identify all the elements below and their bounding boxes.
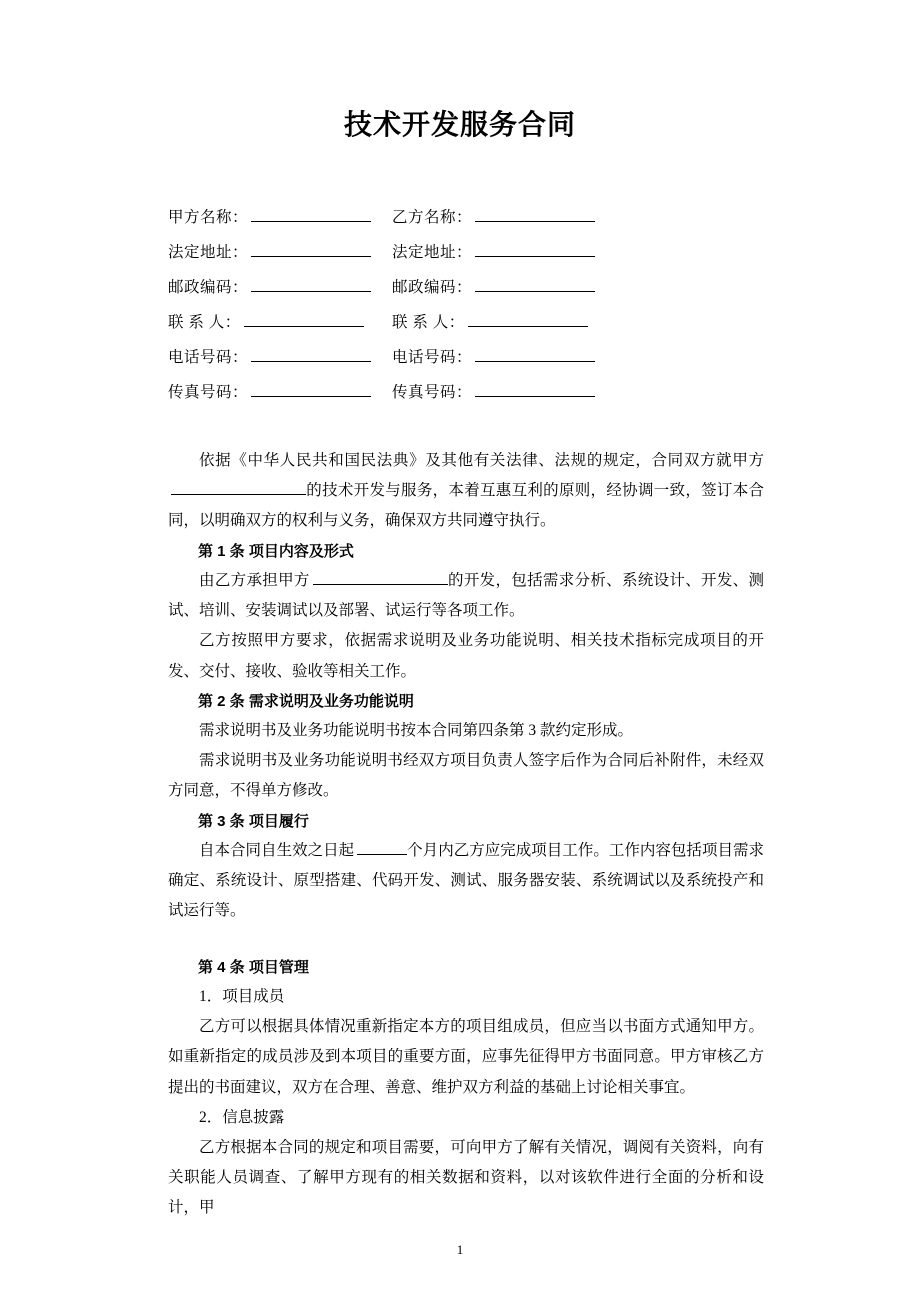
- article-4-item-2-label: 2．信息披露: [199, 1108, 285, 1126]
- article-1-p1-part2: 的开发，包括需求分析、系统设计、开发、测试、培训、安装调试以及部署、试运行等各项工作。: [168, 571, 764, 620]
- party-value-blank[interactable]: [475, 256, 595, 257]
- party-label: 邮政编码：: [392, 279, 473, 296]
- party-value-blank[interactable]: [468, 326, 588, 327]
- party-value-blank[interactable]: [475, 361, 595, 362]
- article-1-paragraph-1: [168, 566, 764, 626]
- article-1-p1-part1: 由乙方承担甲方: [199, 571, 310, 589]
- party-value-blank[interactable]: [251, 221, 371, 222]
- party-cell-left: [168, 380, 392, 402]
- party-value-blank[interactable]: [251, 256, 371, 257]
- party-row: [168, 345, 920, 367]
- contract-body: [0, 446, 920, 1224]
- party-row: [168, 205, 920, 227]
- party-cell-right: [392, 240, 595, 262]
- article-3-heading: 第 3 条 项目履行: [198, 812, 309, 830]
- party-label: 甲方名称：: [168, 209, 249, 226]
- party-value-blank[interactable]: [251, 396, 371, 397]
- article-3-p1-part2: 个月内乙方应完成项目工作。工作内容包括项目需求确定、系统设计、原型搭建、代码开发、测试、服务器安装、系统调试以及系统投产和试运行等。: [168, 841, 764, 920]
- party-information-block: [0, 205, 920, 402]
- party-row: [168, 380, 920, 402]
- party-cell-right: [392, 310, 588, 332]
- party-label: 传真号码：: [168, 384, 249, 401]
- party-value-blank[interactable]: [251, 291, 371, 292]
- party-cell-right: [392, 380, 595, 402]
- party-row: [168, 310, 920, 332]
- article-4-heading: 第 4 条 项目管理: [198, 958, 309, 976]
- article-2-paragraph-1: 需求说明书及业务功能说明书按本合同第四条第 3 款约定形成。: [199, 722, 634, 740]
- party-row: [168, 275, 920, 297]
- article-4-item-1-label: 1．项目成员: [199, 987, 285, 1005]
- article-2-paragraph-2: 需求说明书及业务功能说明书经双方项目负责人签字后作为合同后补附件，未经双方同意，不得单方修改。: [168, 752, 764, 800]
- party-cell-left: [168, 345, 392, 367]
- party-label: 电话号码：: [392, 349, 473, 366]
- party-label: 传真号码：: [392, 384, 473, 401]
- party-label: 法定地址：: [392, 244, 473, 261]
- page-number: 1: [456, 1242, 464, 1257]
- party-label: 电话号码：: [168, 349, 249, 366]
- party-label: 法定地址：: [168, 244, 249, 261]
- article-1-blank[interactable]: [313, 584, 448, 585]
- preamble-paragraph: [168, 446, 764, 537]
- preamble-text-part1: 依据《中华人民共和国民法典》及其他有关法律、法规的规定，合同双方就甲方: [199, 452, 764, 469]
- party-row: [168, 240, 920, 262]
- party-cell-right: [392, 205, 595, 227]
- preamble-blank[interactable]: [171, 494, 306, 495]
- section-spacer: [168, 927, 764, 953]
- article-4-item-1-text: 乙方可以根据具体情况重新指定本方的项目组成员，但应当以书面方式通知甲方。如重新指定的成员涉及到本项目的重要方面，应事先征得甲方书面同意。甲方审核乙方提出的书面建议，双方在合理、善意、维护双方利益的基础上讨论相关事宜。: [168, 1018, 764, 1096]
- party-label: 联 系 人：: [392, 314, 465, 331]
- party-cell-left: [168, 240, 392, 262]
- article-2-heading: 第 2 条 需求说明及业务功能说明: [198, 692, 414, 710]
- page-title: 技术开发服务合同: [343, 109, 576, 140]
- party-label: 乙方名称：: [392, 209, 473, 226]
- party-value-blank[interactable]: [475, 221, 595, 222]
- article-1-heading: 第 1 条 项目内容及形式: [198, 542, 354, 560]
- article-4-item-2-text: 乙方根据本合同的规定和项目需要，可向甲方了解有关情况，调阅有关资料，向有关职能人员调查、了解甲方现有的相关数据和资料，以对该软件进行全面的分析和设计，甲: [168, 1138, 764, 1217]
- party-label: 联 系 人：: [168, 314, 241, 331]
- article-3-p1-part1: 自本合同自生效之日起: [199, 841, 355, 859]
- party-cell-right: [392, 275, 595, 297]
- party-cell-left: [168, 275, 392, 297]
- party-label: 邮政编码：: [168, 279, 249, 296]
- preamble-text-part2: 的技术开发与服务，本着互惠互利的原则，经协调一致，签订本合同，以明确双方的权利与义务，确保双方共同遵守执行。: [168, 482, 764, 530]
- party-cell-left: [168, 310, 392, 332]
- article-3-blank[interactable]: [357, 854, 407, 855]
- party-value-blank[interactable]: [251, 361, 371, 362]
- article-3-paragraph-1: [168, 836, 764, 927]
- party-value-blank[interactable]: [475, 291, 595, 292]
- article-1-paragraph-2: 乙方按照甲方要求，依据需求说明及业务功能说明、相关技术指标完成项目的开发、交付、接收、验收等相关工作。: [168, 632, 764, 680]
- party-cell-left: [168, 205, 392, 227]
- party-value-blank[interactable]: [244, 326, 364, 327]
- party-value-blank[interactable]: [475, 396, 595, 397]
- party-cell-right: [392, 345, 595, 367]
